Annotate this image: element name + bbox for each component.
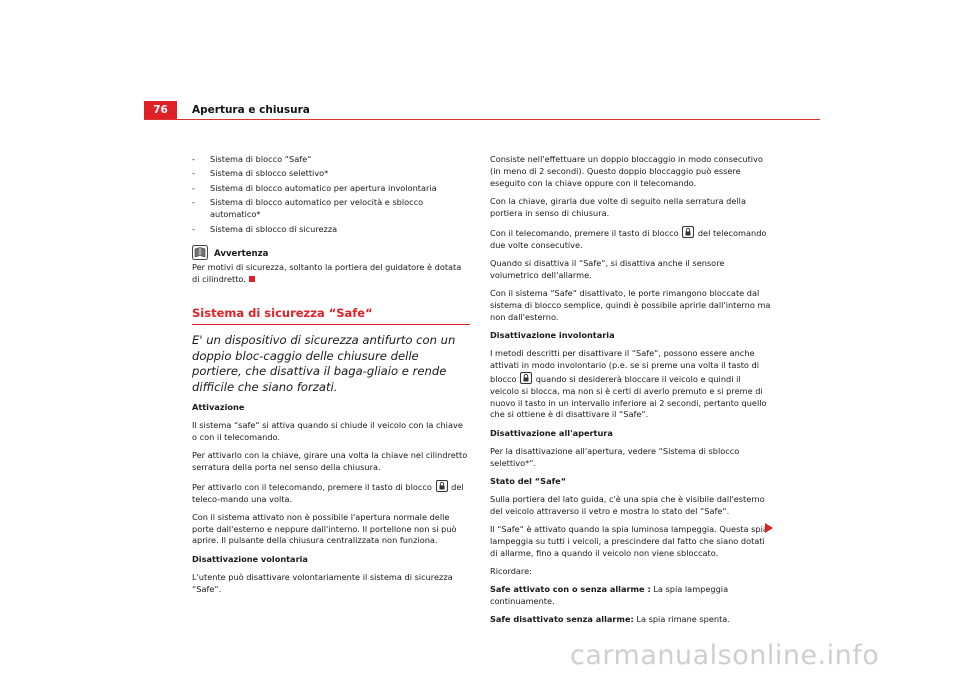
paragraph: Consiste nell'effettuare un doppio bloccaggio in modo consecutivo (in meno di 2 secondi). Questo doppio bloccaggio può essere eseguito con la chiave oppure con il telecomando. bbox=[490, 154, 763, 188]
off-label: Safe disattivato senza allarme: bbox=[490, 613, 634, 624]
paragraph: Con la chiave, girarla due volte di seguito nella serratura della portiera in senso di chiusura. bbox=[490, 195, 746, 218]
list-item-text: Sistema di blocco automatico per apertura involontaria bbox=[210, 182, 437, 193]
paragraph: Il sistema “safe“ si attiva quando si chiude il veicolo con la chiave o con il telecomando. bbox=[192, 419, 463, 442]
list-item bbox=[192, 183, 470, 195]
warning-text: Per motivi di sicurezza, soltanto la portiera del guidatore è dotata di cilindretto. bbox=[192, 262, 462, 285]
state-heading: Stato del “Safe“ bbox=[490, 475, 567, 486]
feature-list bbox=[192, 154, 470, 235]
bullet-marker: - bbox=[192, 197, 195, 208]
right-column bbox=[490, 154, 772, 632]
paragraph bbox=[490, 348, 772, 421]
warning-box bbox=[192, 245, 470, 286]
warning-book-icon bbox=[192, 245, 208, 260]
bullet-marker: - bbox=[192, 168, 195, 179]
lock-key-icon bbox=[682, 226, 694, 238]
list-item-text: Sistema di sblocco selettivo* bbox=[210, 168, 329, 179]
page-header-title: Apertura e chiusura bbox=[192, 104, 310, 116]
paragraph: Con il sistema “Safe“ disattivato, le porte rimangono bloccate dal sistema di blocco semplice, quindi è possibile aprirle dall'interno ma non dall'esterno. bbox=[490, 287, 771, 322]
paragraph: Il “Safe“ è attivato quando la spia luminosa lampeggia. Questa spia lampeggia su tutti i veicoli, a prescindere dal fatto che siano dotati di allarme, fino a quando il veicolo non viene sbloccato. bbox=[490, 523, 768, 558]
warning-title: Avvertenza bbox=[214, 248, 269, 259]
list-item-text: Sistema di blocco automatico per velocità e sblocco automatico* bbox=[210, 197, 424, 220]
list-item bbox=[192, 154, 470, 166]
paragraph bbox=[490, 614, 772, 626]
involuntary-heading: Disattivazione involontaria bbox=[490, 329, 615, 340]
paragraph-text: I metodi descritti per disattivare il “Safe“, possono essere anche attivati in modo involontario (p.e. se si preme una volta il tasto di blocco bbox=[490, 347, 760, 384]
paragraph-text: Con il telecomando, premere il tasto di blocco bbox=[490, 227, 679, 238]
paragraph bbox=[490, 226, 772, 252]
watermark: carmanualsonline.info bbox=[570, 640, 880, 671]
voluntary-heading: Disattivazione volontaria bbox=[192, 553, 308, 564]
activation-heading: Attivazione bbox=[192, 401, 245, 412]
bullet-marker: - bbox=[192, 223, 195, 234]
bullet-marker: - bbox=[192, 154, 195, 164]
alarm-label: Safe attivato con o senza allarme : bbox=[490, 583, 651, 594]
list-item-text: Sistema di sblocco di sicurezza bbox=[210, 223, 338, 234]
lock-key-icon bbox=[436, 480, 448, 492]
lock-key-icon bbox=[520, 372, 532, 384]
list-item bbox=[192, 197, 470, 221]
end-of-section-icon bbox=[249, 276, 255, 282]
paragraph bbox=[490, 584, 772, 608]
list-item bbox=[192, 168, 470, 180]
warning-header bbox=[192, 245, 470, 260]
paragraph: Ricordare: bbox=[490, 565, 532, 576]
paragraph-text: del teleco-mando una volta. bbox=[192, 481, 464, 504]
header-divider bbox=[144, 119, 820, 120]
section-lead: E' un dispositivo di sicurezza antifurto con un doppio bloc-caggio delle chiusure delle portiere, che disattiva il baga-gliaio e rende difficile che siano forzati. bbox=[192, 333, 456, 394]
section-divider bbox=[192, 324, 470, 325]
section-title: Sistema di sicurezza “Safe“ bbox=[192, 306, 373, 321]
paragraph-text: quando si desidererà bloccare il veicolo e quindi il veicolo si blocca, ma non si è certi di averlo premuto e si preme di nuovo il tasto in un intervallo inferiore ai 2 secondi, pertanto quello che si ottiene è di disattivare il “Safe“. bbox=[490, 373, 767, 420]
list-item bbox=[192, 224, 470, 236]
paragraph: Quando si disattiva il “Safe“, si disattiva anche il sensore volumetrico dell'allarme. bbox=[490, 257, 725, 280]
paragraph: Sulla portiera del lato guida, c'è una spia che è visibile dall'esterno del veicolo attraverso il vetro e mostra lo stato del “Safe“. bbox=[490, 493, 765, 516]
off-text: La spia rimane spenta. bbox=[636, 613, 730, 624]
paragraph-text: Per attivarlo con il telecomando, premere il tasto di blocco bbox=[192, 481, 432, 492]
paragraph-text: del telecomando due volte consecutive. bbox=[490, 227, 767, 250]
paragraph bbox=[192, 480, 470, 506]
paragraph: L'utente può disattivare volontariamente il sistema di sicurezza “Safe“. bbox=[192, 571, 453, 594]
left-column bbox=[192, 154, 470, 602]
list-item-text: Sistema di blocco “Safe“ bbox=[210, 154, 312, 164]
alarm-text: La spia lampeggia continuamente. bbox=[490, 583, 729, 606]
next-page-arrow-icon bbox=[765, 523, 773, 533]
opening-heading: Disattivazione all'apertura bbox=[490, 427, 613, 438]
paragraph: Con il sistema attivato non è possibile l'apertura normale delle porte dall'esterno e neppure dall'interno. Il portellone non si può aprire. Il pulsante della chiusura centralizzata non funziona. bbox=[192, 511, 457, 546]
paragraph: Per la disattivazione all'apertura, vedere “Sistema di sblocco selettivo*“. bbox=[490, 445, 740, 468]
page-number: 76 bbox=[144, 101, 177, 119]
bullet-marker: - bbox=[192, 182, 195, 193]
paragraph: Per attivarlo con la chiave, girare una volta la chiave nel cilindretto serratura della porta nel senso della chiusura. bbox=[192, 449, 468, 472]
